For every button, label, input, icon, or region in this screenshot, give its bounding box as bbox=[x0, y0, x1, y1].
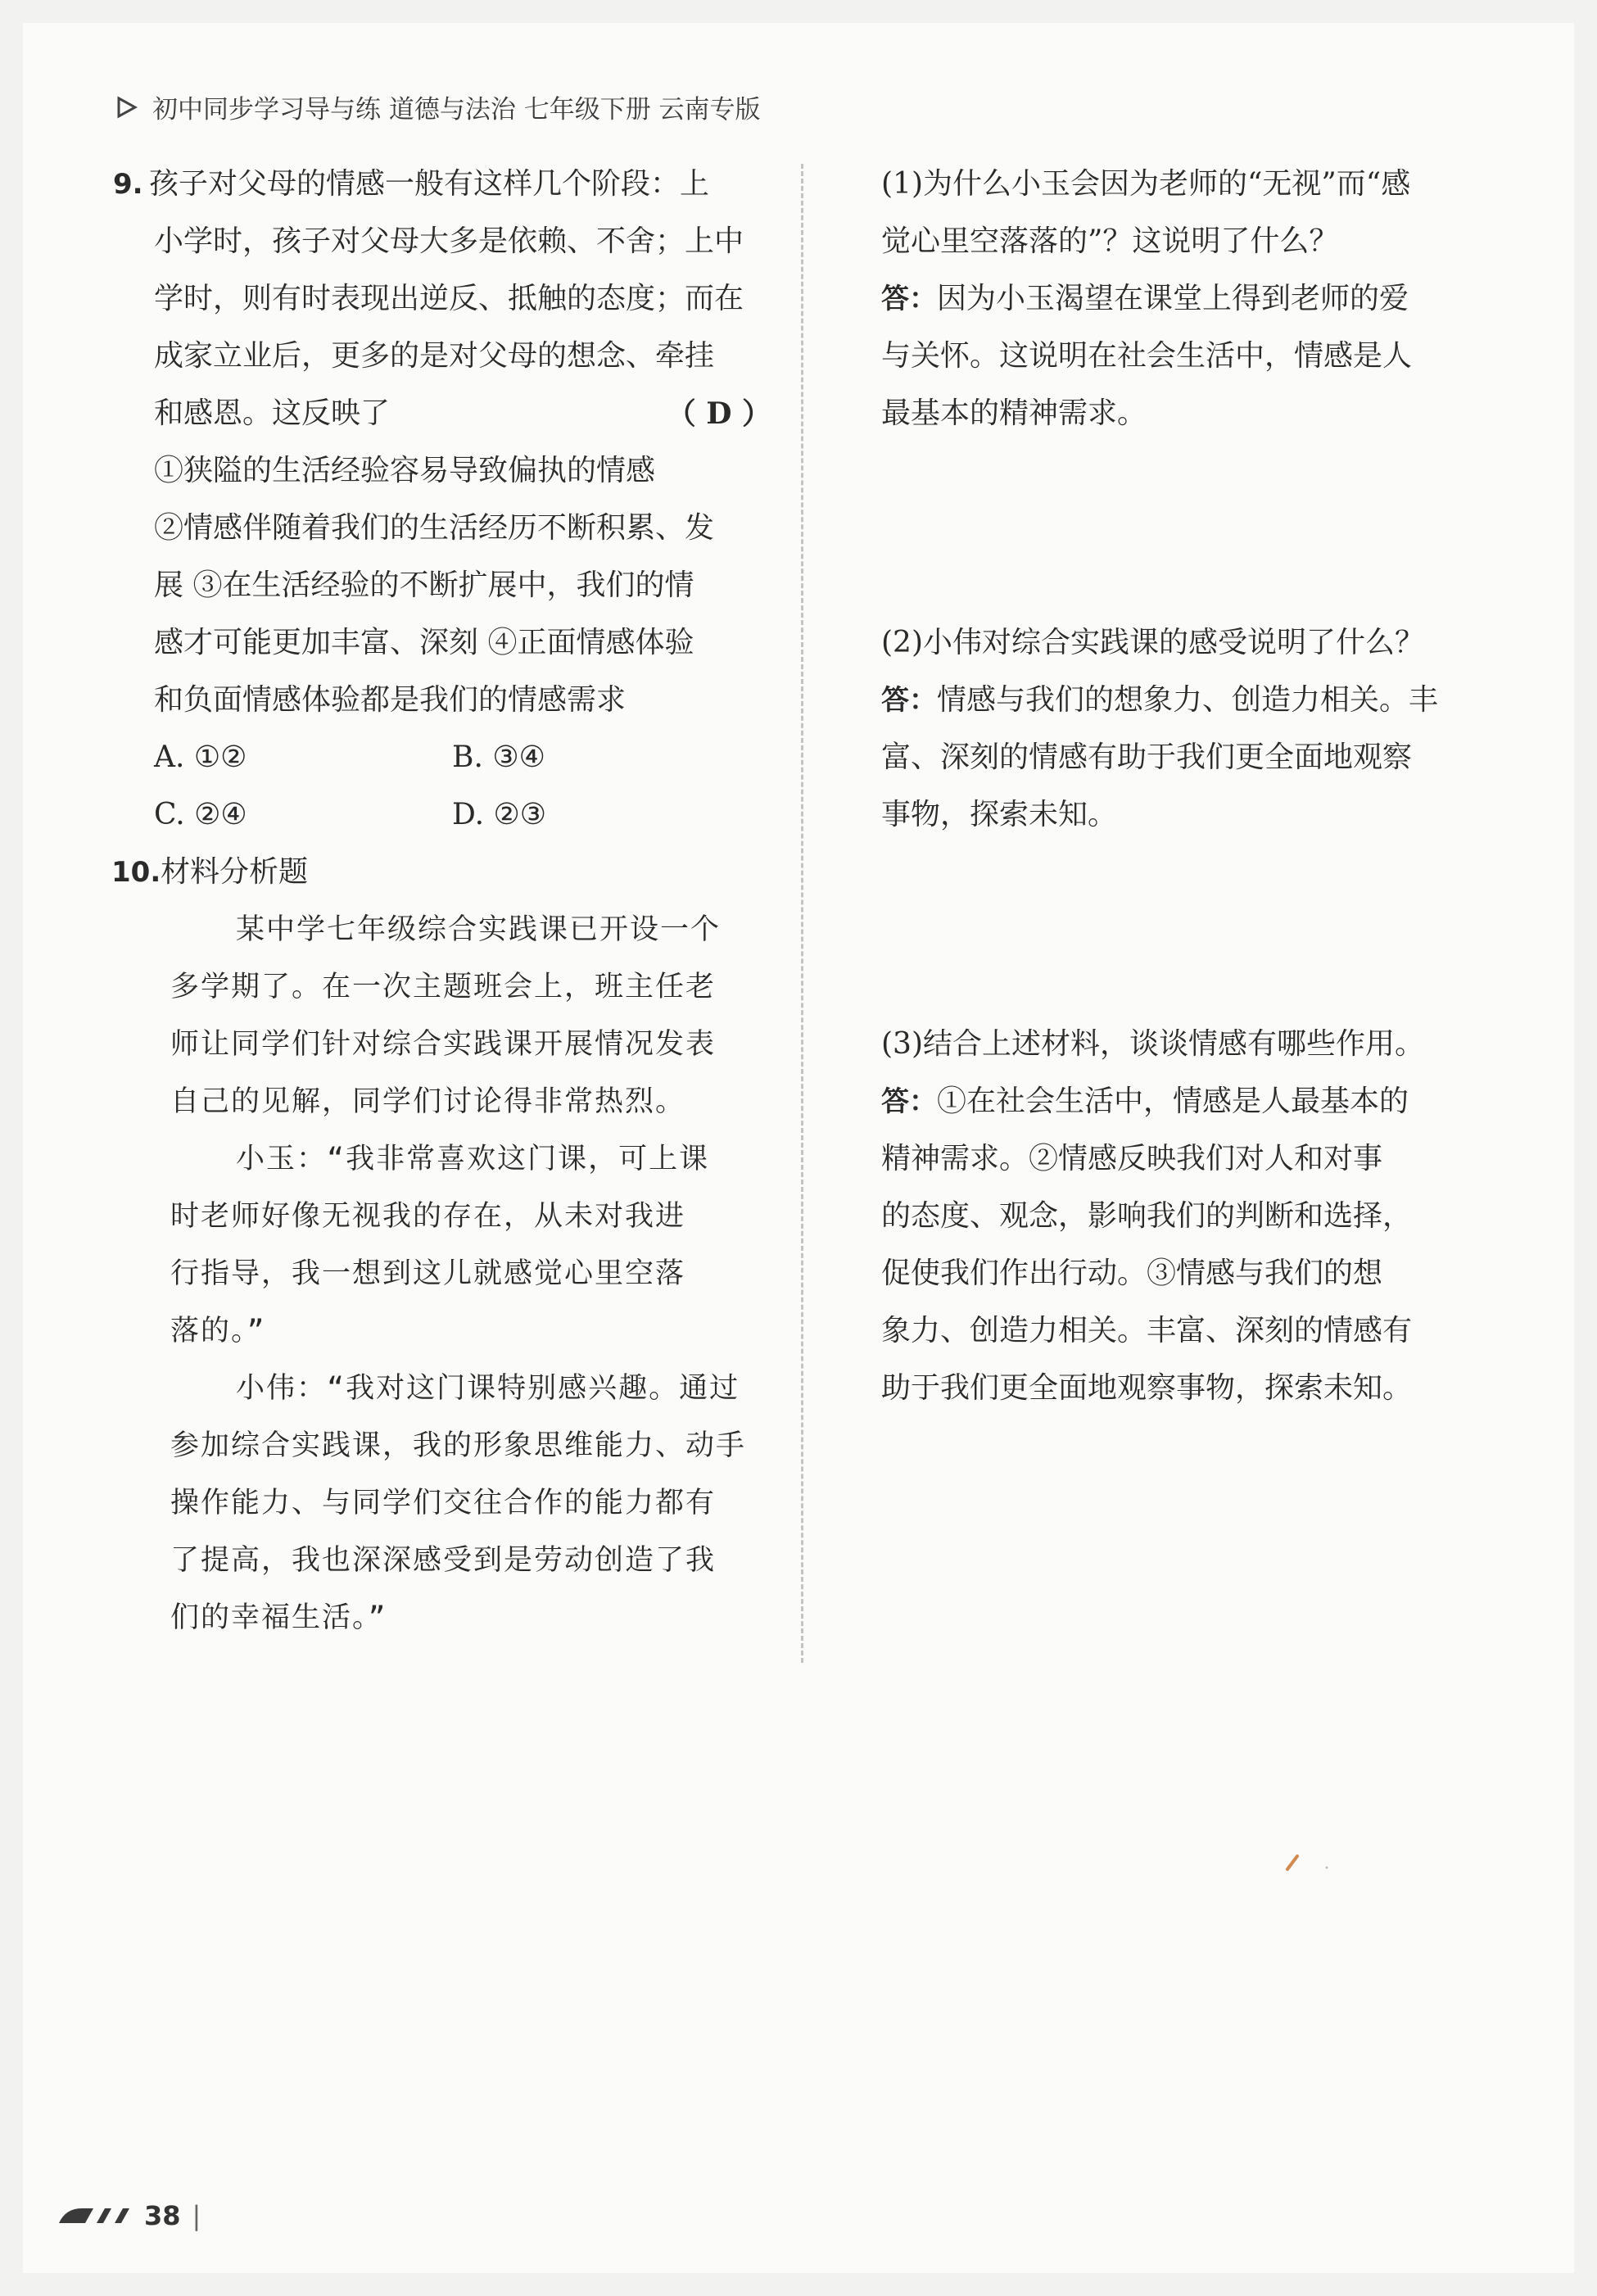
statement-line: 和负面情感体验都是我们的情感需求 bbox=[154, 683, 627, 717]
sub-question-line: (2)小伟对综合实践课的感受说明了什么？ bbox=[881, 626, 1424, 659]
material-line: 多学期了。在一次主题班会上，班主任老 bbox=[170, 971, 717, 1003]
material-text bbox=[116, 901, 771, 1646]
material-line: 操作能力、与同学们交往合作的能力都有 bbox=[170, 1487, 717, 1519]
question-9-line-1: 9. 孩子对父母的情感一般有这样几个阶段：上 bbox=[116, 156, 771, 213]
question-10-heading bbox=[111, 844, 771, 901]
question-9-line: 学时，则有时表现出逆反、抵触的态度；而在 bbox=[154, 282, 744, 315]
option-d: D. ②③ bbox=[452, 798, 547, 831]
question-9-line: 小学时，孩子对父母大多是依赖、不舍；上中 bbox=[154, 224, 744, 258]
material-line: 时老师好像无视我的存在，从未对我进 bbox=[170, 1200, 686, 1233]
material-line: 小伟：“我对这门课特别感兴趣。通过 bbox=[236, 1372, 740, 1405]
material-line: 师让同学们针对综合实践课开展情况发表 bbox=[170, 1028, 717, 1061]
answer-line: 答：因为小玉渴望在课堂上得到老师的爱 bbox=[881, 282, 1409, 315]
option-a: A. ①② bbox=[154, 740, 247, 774]
material-line: 行指导，我一想到这儿就感觉心里空落 bbox=[170, 1257, 686, 1290]
answer-line: 促使我们作出行动。③情感与我们的想 bbox=[881, 1257, 1383, 1290]
sub-question-1 bbox=[881, 156, 1486, 442]
material-line: 自己的见解，同学们讨论得非常热烈。 bbox=[170, 1085, 686, 1118]
material-line: 落的。” bbox=[170, 1315, 266, 1347]
options-row bbox=[116, 729, 771, 786]
question-10-number: 10. bbox=[111, 856, 161, 889]
answer-line: 最基本的精神需求。 bbox=[881, 396, 1147, 430]
material-line: 某中学七年级综合实践课已开设一个 bbox=[236, 913, 722, 946]
material-line: 小玉：“我非常喜欢这门课，可上课 bbox=[236, 1143, 710, 1175]
answer-line: 精神需求。②情感反映我们对人和对事 bbox=[881, 1142, 1383, 1175]
book-logo-icon bbox=[57, 2205, 133, 2226]
question-10-title: 材料分析题 bbox=[161, 855, 309, 889]
answer-line: 答：情感与我们的想象力、创造力相关。丰 bbox=[881, 683, 1439, 717]
statement-line: ②情感伴随着我们的生活经历不断积累、发 bbox=[154, 511, 715, 545]
answer-line: 事物，探索未知。 bbox=[881, 798, 1118, 831]
options-row bbox=[116, 786, 771, 844]
question-9-number: 9. bbox=[113, 168, 143, 201]
answer-line: 助于我们更全面地观察事物，探索未知。 bbox=[881, 1371, 1413, 1405]
sub-question-2 bbox=[881, 614, 1486, 844]
pen-mark-icon bbox=[1284, 1841, 1333, 1874]
right-column bbox=[881, 156, 1486, 1417]
play-triangle-icon bbox=[116, 96, 138, 119]
answer-line: 象力、创造力相关。丰富、深刻的情感有 bbox=[881, 1314, 1413, 1347]
answer-line: 的态度、观念，影响我们的判断和选择， bbox=[881, 1199, 1413, 1233]
question-9-stem-end: 和感恩。这反映了 （ D ） bbox=[116, 385, 771, 442]
answer-line: 富、深刻的情感有助于我们更全面地观察 bbox=[881, 740, 1413, 774]
question-9-answer: （ D ） bbox=[666, 396, 771, 431]
option-b: B. ③④ bbox=[452, 740, 545, 774]
answer-label: 答： bbox=[881, 684, 937, 717]
material-line: 参加综合实践课，我的形象思维能力、动手 bbox=[170, 1429, 747, 1462]
running-header bbox=[116, 88, 761, 125]
separator-bar: | bbox=[192, 2200, 201, 2231]
sub-question-line: (1)为什么小玉会因为老师的“无视”而“感 bbox=[881, 167, 1411, 201]
page-number: 38 bbox=[144, 2200, 181, 2231]
answer-line: 与关怀。这说明在社会生活中，情感是人 bbox=[881, 339, 1413, 373]
sub-question-line: 觉心里空落落的”？这说明了什么？ bbox=[881, 224, 1339, 258]
answer-label: 答： bbox=[881, 1085, 937, 1118]
left-column bbox=[111, 156, 771, 1646]
question-9-line: 成家立业后，更多的是对父母的想念、牵挂 bbox=[154, 339, 715, 373]
material-line: 们的幸福生活。” bbox=[170, 1601, 387, 1634]
option-c: C. ②④ bbox=[154, 798, 247, 831]
answer-line: 答：①在社会生活中，情感是人最基本的 bbox=[881, 1085, 1409, 1118]
header-title: 初中同步学习导与练 道德与法治 七年级下册 云南专版 bbox=[152, 95, 761, 125]
statement-line: 感才可能更加丰富、深刻 ④正面情感体验 bbox=[154, 626, 694, 659]
material-line: 了提高，我也深深感受到是劳动创造了我 bbox=[170, 1544, 717, 1577]
sub-question-3 bbox=[881, 1016, 1486, 1417]
column-divider bbox=[801, 164, 803, 1663]
sub-question-line: (3)结合上述材料，谈谈情感有哪些作用。 bbox=[881, 1027, 1424, 1061]
answer-label: 答： bbox=[881, 283, 937, 315]
page-footer bbox=[57, 2200, 201, 2231]
statement-line: 展 ③在生活经验的不断扩展中，我们的情 bbox=[154, 568, 694, 602]
statement-line: ①狭隘的生活经验容易导致偏执的情感 bbox=[154, 454, 656, 487]
